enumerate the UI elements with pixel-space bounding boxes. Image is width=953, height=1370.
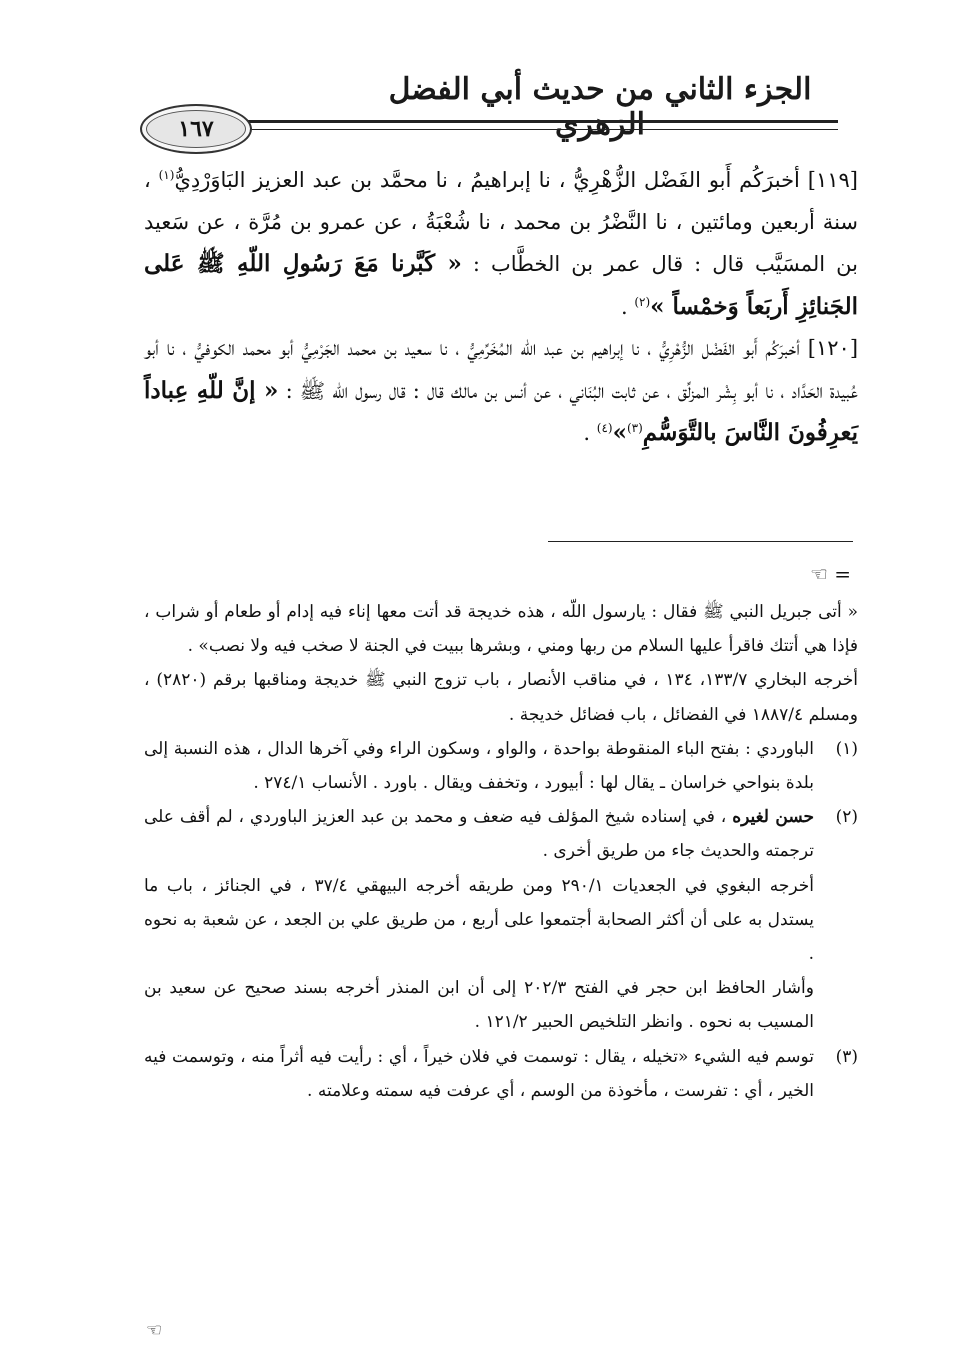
hadith-number: [١١٩] [807,168,858,192]
footnote-continued-text: « أتى جبريل النبي ﷺ فقال : يارسول اللّه ، هذه خديجة قد أتت معها إناء فيه إدام أو طعام أو شراب ، فإذا هي أتتك فاقرأ عليها السلام من ربها ومني ، وبشرها ببيت في الجنة لا صخب فيه ولا نصب» . [144,602,858,657]
hadith-120 [144,328,858,455]
footnote-3 [144,1040,858,1108]
footnote-ref[interactable]: (١) [158,168,175,182]
footnote-continued-source: أخرجه البخاري ١٣٣/٧، ١٣٤ ، في مناقب الأنصار ، باب تزوج النبي ﷺ خديجة ومناقبها برقم (٢٨٢٠) ، ومسلم ١٨٨٧/٤ في الفضائل ، باب فضائل خديجة . [144,670,858,725]
running-header-title: الجزء الثاني من حديث أبي الفضل الزهري [388,72,812,142]
quote-close: » [612,419,627,446]
page-number: ١٦٧ [178,116,214,142]
sentence-end: . [620,294,628,319]
sentence-end: . [583,421,591,445]
hadith-matn: « كَبَّرنا مَعَ رَسُولِ اللّهِ ﷺ عَلى الجَنائِزِ أَربَعاً وَخمْساً » [144,250,858,320]
footnote-text: أخرجه البغوي في الجعديات ٢٩٠/١ ومن طريقه أخرجه البيهقي ٣٧/٤ ، في الجنائز ، باب ما يستدل به على أن أكثر الصحابة أجتمعوا على أربع ، من طريق علي بن الجعد ، عن شعبة به نحوه . [144,875,814,965]
footnote-ref[interactable]: (٤) [596,421,613,435]
footnote-separator [548,541,853,542]
footnote-number: (١) [835,738,858,759]
page-end-icon: ☜ [146,1320,163,1341]
hadith-isnad: أخبرَكُم أَبو الفَضْل الزُّهْرِيُّ ، نا إبراهيم بن عبد اللّه المُخَرِّمِيُّ ، نا سعيد بن محمد الجَرْمِيُّ أبو محمد الكوفيُّ ، نا أبو عُبيدة الحَدَّاد ، نا أبو بِشْر المزلِّق ، عن ثابت البُنَاني ، عن أنس بن مالك قال : قال رسول اللّه ﷺ : [144,336,859,403]
main-text [144,160,858,455]
continuation-icon: = ☜ [810,562,852,586]
footnote-text: وأشار الحافظ ابن حجر في الفتح ٢٠٢/٣ إلى أن ابن المنذر أخرجه بسند صحيح عن سعيد بن المسيب به نحوه . وانظر التلخيص الحبير ١٢١/٢ . [144,978,814,1033]
hadith-119 [144,160,858,328]
footnote-text: توسم فيه الشيء «تخيله ، يقال : توسمت في فلان خيراً ، أي : رأيت فيه أثراً منه ، وتوسمت فيه الخير ، أي : تفرست ، مأخوذة من الوسم ، أي عرفت فيه سمته وعلامته . [144,1046,814,1101]
footnote-ref[interactable]: (٣) [626,421,643,435]
footnote-text: ، في إسناده شيخ المؤلف فيه ضعف و محمد بن عبد العزيز الباوردي ، لم أقف على ترجمته والحديث جاء من طريق أخرى . [144,807,814,862]
footnotes [144,595,858,1108]
grading-label: حسن لغيره [732,807,814,828]
hadith-isnad-cont: ، سنة أربعين ومائتين ، نا النَّضْرُ بن محمد ، نا شُعْبَةُ ، عن عمرو بن مُرَّة ، عن سَعيد بن المسَيَّب قال : قال عمر بن الخطَّاب : [144,168,858,276]
footnote-1 [144,732,858,800]
hadith-isnad: أخبرَكُم أَبو الفَضْل الزُّهْرِيُّ ، نا إبراهيمُ ، نا محمَّد بن عبد العزيز البَاوَرْدِيُّ [174,168,800,192]
footnote-2 [144,800,858,1039]
hadith-number: [١٢٠] [807,336,859,360]
footnote-number: (٣) [835,1046,858,1067]
footnote-ref[interactable]: (٢) [634,294,651,309]
footnote-number: (٢) [835,807,858,828]
header-rule [232,120,838,130]
page-number-badge [140,104,252,154]
hadith-matn: « إنَّ للّهِ عِباداً يَعرِفُونَ النَّاسَ بالتَّوَسُّمِ [144,376,858,446]
footnote-text: الباوردي : بفتح الباء المنقوطة بواحدة ، والواو ، وسكون الراء وفي آخرها الدال ، هذه النسبة إلى بلدة بنواحي خراسان ـ يقال لها : أبيورد ، وتخفف ويقال . باورد . الأنساب ٢٧٤/١ . [144,738,814,794]
